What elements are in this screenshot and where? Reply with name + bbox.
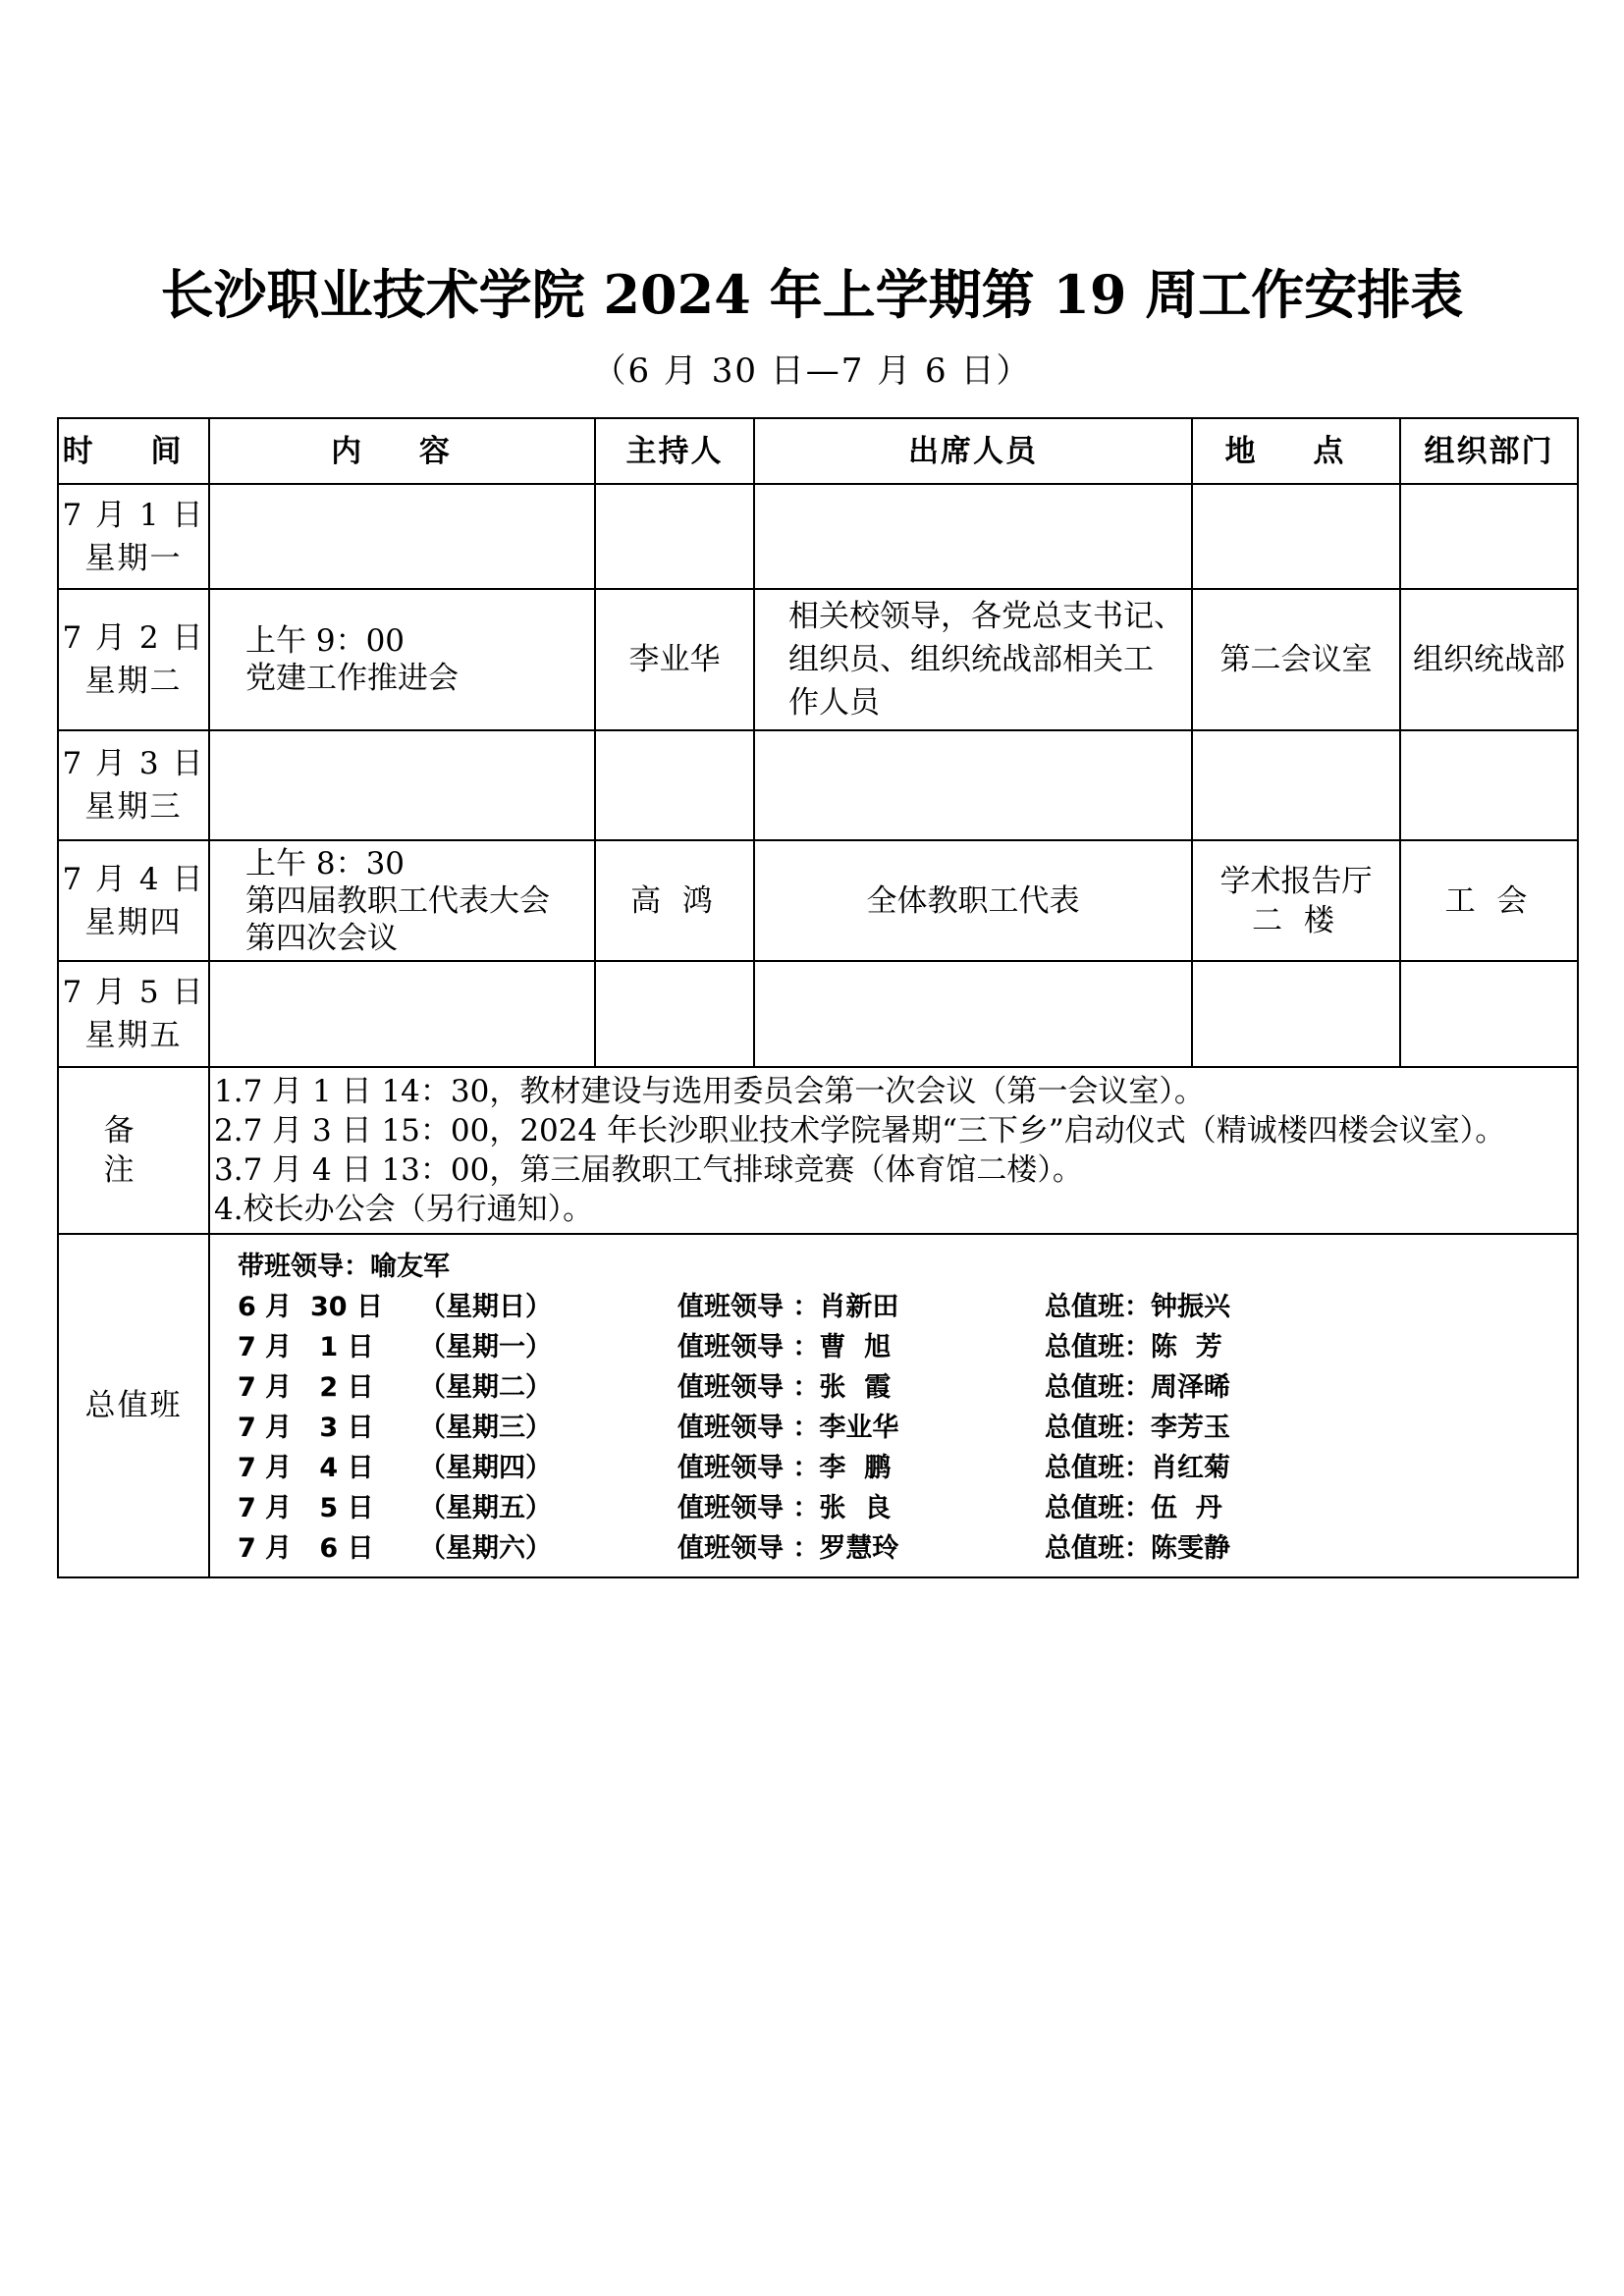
organizer-cell: 组织统战部 <box>1400 589 1578 730</box>
organizer-cell <box>1400 484 1578 589</box>
duty-entry <box>238 1448 1577 1488</box>
note-item: 3.7 月 4 日 13：00，第三届教职工气排球竞赛（体育馆二楼）。 <box>214 1152 1083 1188</box>
duty-chief: 总值班：周泽晞 <box>1045 1372 1230 1403</box>
duty-weekday: （星期五） <box>419 1493 552 1523</box>
host-cell: 李业华 <box>595 589 754 730</box>
duty-date: 7 月 5 日 <box>238 1493 374 1523</box>
duty-date: 7 月 4 日 <box>238 1453 374 1483</box>
organizer-cell <box>1400 730 1578 840</box>
duty-entry <box>238 1367 1577 1408</box>
duty-date: 7 月 6 日 <box>238 1533 374 1564</box>
attendees-cell <box>754 840 1192 961</box>
duty-row <box>58 1234 1578 1577</box>
day-weekday: 星期二 <box>84 664 183 699</box>
duty-weekday: （星期四） <box>419 1453 552 1483</box>
attendees-line: 组织员、组织统战部相关工 <box>788 642 1154 677</box>
host-cell <box>595 961 754 1067</box>
location-cell <box>1192 589 1400 730</box>
duty-date: 6 月 30 日 <box>238 1292 383 1322</box>
schedule-table <box>57 417 1579 1578</box>
day-date: 7 月 3 日 <box>62 746 205 781</box>
location-line: 第二会议室 <box>1219 642 1373 677</box>
day-date: 7 月 1 日 <box>62 497 205 533</box>
content-time: 上午 8：30 <box>245 845 406 881</box>
note-item: 2.7 月 3 日 15：00，2024 年长沙职业技术学院暑期“三下乡”启动仪式（精诚楼四楼会议室）。 <box>214 1113 1506 1148</box>
duty-entry <box>238 1488 1577 1528</box>
table-row <box>58 730 1578 840</box>
content-title: 第四届教职工代表大会 <box>245 882 550 919</box>
header-organizer: 组织部门 <box>1400 418 1578 484</box>
duty-weekday: （星期六） <box>419 1533 552 1564</box>
day-cell <box>58 840 209 961</box>
duty-date: 7 月 1 日 <box>238 1332 374 1362</box>
duty-leader: 值班领导 ：罗慧玲 <box>677 1533 899 1564</box>
content-title: 第四次会议 <box>245 920 398 956</box>
location-line: 二 楼 <box>1252 902 1340 938</box>
duty-cell <box>209 1234 1578 1577</box>
duty-chief: 总值班：陈 芳 <box>1045 1332 1222 1362</box>
header-location: 地 点 <box>1192 418 1400 484</box>
location-cell <box>1192 730 1400 840</box>
day-weekday: 星期四 <box>84 904 183 940</box>
attendees-cell <box>754 730 1192 840</box>
organizer-cell <box>1400 961 1578 1067</box>
location-line: 学术报告厅 <box>1219 863 1373 899</box>
duty-leader: 值班领导 ：张 霞 <box>677 1372 892 1403</box>
content-cell <box>209 484 595 589</box>
duty-weekday: （星期三） <box>419 1413 552 1443</box>
attendees-line: 全体教职工代表 <box>866 882 1080 919</box>
content-cell <box>209 589 595 730</box>
location-cell <box>1192 484 1400 589</box>
duty-lead: 带班领导：喻友军 <box>238 1252 450 1282</box>
attendees-line: 相关校领导，各党总支书记、 <box>788 599 1184 634</box>
day-cell <box>58 589 209 730</box>
duty-chief: 总值班：钟振兴 <box>1045 1292 1230 1322</box>
header-row <box>58 418 1578 484</box>
duty-leader: 值班领导 ：李 鹏 <box>677 1453 892 1483</box>
notes-row <box>58 1067 1578 1234</box>
duty-weekday: （星期一） <box>419 1332 552 1362</box>
day-date: 7 月 5 日 <box>62 975 205 1010</box>
day-date: 7 月 4 日 <box>62 861 205 897</box>
host-cell <box>595 484 754 589</box>
duty-date: 7 月 3 日 <box>238 1413 374 1443</box>
duty-entry <box>238 1528 1577 1569</box>
duty-weekday: （星期二） <box>419 1372 552 1403</box>
duty-leader: 值班领导 ：肖新田 <box>677 1292 899 1322</box>
day-cell <box>58 730 209 840</box>
day-cell <box>58 484 209 589</box>
attendees-cell <box>754 589 1192 730</box>
content-title: 党建工作推进会 <box>245 661 459 696</box>
duty-chief: 总值班：陈雯静 <box>1045 1533 1230 1564</box>
duty-date: 7 月 2 日 <box>238 1372 374 1403</box>
notes-cell <box>209 1067 1578 1234</box>
date-range-subtitle: （6 月 30 日—7 月 6 日） <box>592 351 1032 391</box>
header-time: 时 间 <box>58 418 209 484</box>
note-item: 4.校长办公会（另行通知）。 <box>214 1192 594 1227</box>
table-row <box>58 589 1578 730</box>
duty-weekday: （星期日） <box>419 1292 552 1322</box>
location-cell <box>1192 840 1400 961</box>
location-cell <box>1192 961 1400 1067</box>
duty-chief: 总值班：肖红菊 <box>1045 1453 1230 1483</box>
day-weekday: 星期五 <box>84 1018 183 1053</box>
header-host: 主持人 <box>595 418 754 484</box>
table-row <box>58 961 1578 1067</box>
duty-chief: 总值班：伍 丹 <box>1045 1493 1222 1523</box>
content-cell <box>209 730 595 840</box>
day-weekday: 星期三 <box>84 789 183 825</box>
duty-leader: 值班领导 ：李业华 <box>677 1413 899 1443</box>
host-cell <box>595 730 754 840</box>
header-attendees: 出席人员 <box>754 418 1192 484</box>
page-title: 长沙职业技术学院 2024 年上学期第 19 周工作安排表 <box>160 263 1464 326</box>
header-content: 内 容 <box>209 418 595 484</box>
duty-chief: 总值班：李芳玉 <box>1045 1413 1230 1443</box>
note-item: 1.7 月 1 日 14：30，教材建设与选用委员会第一次会议（第一会议室）。 <box>214 1074 1205 1109</box>
day-date: 7 月 2 日 <box>62 620 205 656</box>
duty-leader: 值班领导 ：张 良 <box>677 1493 892 1523</box>
table-row <box>58 484 1578 589</box>
host-cell: 高 鸿 <box>595 840 754 961</box>
duty-entry <box>238 1287 1577 1327</box>
content-cell <box>209 961 595 1067</box>
organizer-cell: 工 会 <box>1400 840 1578 961</box>
duty-entry <box>238 1327 1577 1367</box>
attendees-line: 作人员 <box>788 685 880 721</box>
day-cell <box>58 961 209 1067</box>
content-time: 上午 9：00 <box>245 623 406 659</box>
attendees-cell <box>754 484 1192 589</box>
duty-leader: 值班领导 ：曹 旭 <box>677 1332 892 1362</box>
duty-entry <box>238 1408 1577 1448</box>
attendees-cell <box>754 961 1192 1067</box>
table-row <box>58 840 1578 961</box>
duty-label: 总值班 <box>58 1234 209 1577</box>
day-weekday: 星期一 <box>84 540 183 576</box>
content-cell <box>209 840 595 961</box>
notes-label: 备 注 <box>58 1067 209 1234</box>
